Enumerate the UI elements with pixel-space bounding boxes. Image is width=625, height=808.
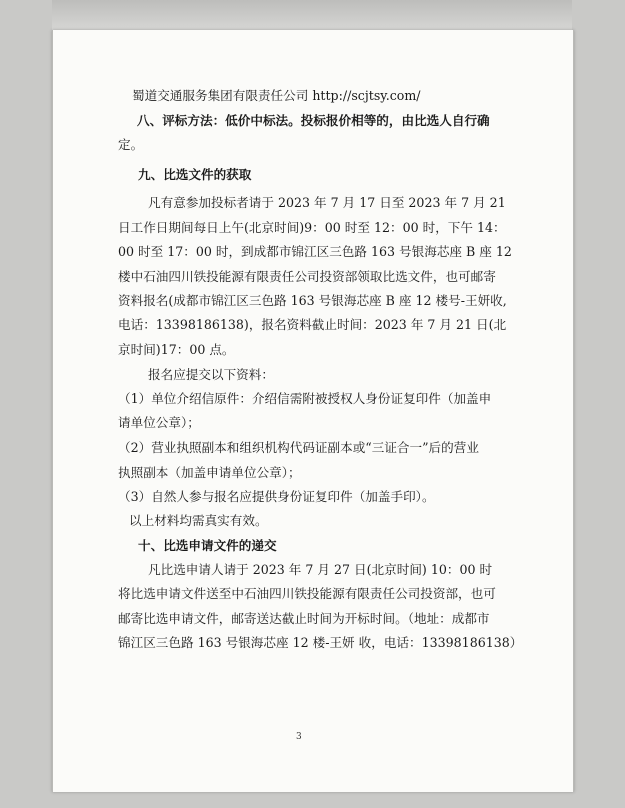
- doc-line: 日工作日期间每日上午(北京时间)9：00 时至 12：00 时，下午 14：: [118, 220, 506, 235]
- doc-line: （3）自然人参与报名应提供身份证复印件（加盖手印）。: [118, 489, 435, 504]
- doc-line: 京时间)17：00 点。: [118, 342, 235, 357]
- section-heading: 九、比选文件的获取: [138, 167, 252, 182]
- doc-line: 资料报名(成都市锦江区三色路 163 号银海芯座 B 座 12 楼号-王妍收,: [118, 293, 507, 308]
- page-number: 3: [296, 732, 302, 742]
- doc-line: 蜀道交通服务集团有限责任公司 http://scjtsy.com/: [132, 88, 421, 103]
- doc-line: 凡有意参加投标者请于 2023 年 7 月 17 日至 2023 年 7 月 21: [148, 195, 506, 210]
- doc-line: 00 时至 17：00 时，到成都市锦江区三色路 163 号银海芯座 B 座 12: [118, 244, 512, 259]
- doc-line: 凡比选申请人请于 2023 年 7 月 27 日(北京时间) 10：00 时: [148, 562, 493, 577]
- doc-line: 邮寄比选申请文件，邮寄送达截止时间为开标时间。（地址：成都市: [118, 611, 490, 626]
- doc-line: 锦江区三色路 163 号银海芯座 12 楼-王妍 收，电话：13398186138）: [118, 635, 523, 650]
- doc-line: 定。: [118, 137, 144, 152]
- doc-line: 楼中石油四川铁投能源有限责任公司投资部领取比选文件，也可邮寄: [118, 269, 496, 284]
- doc-line: 执照副本（加盖申请单位公章）；: [118, 465, 301, 480]
- doc-line: 以上材料均需真实有效。: [129, 513, 268, 528]
- doc-line: 电话：13398186138)，报名资料截止时间：2023 年 7 月 21 日(北: [118, 317, 507, 332]
- section-heading: 十、比选申请文件的递交: [138, 538, 277, 553]
- section-heading: 八、评标方法：低价中标法。投标报价相等的，由比选人自行确: [137, 113, 490, 128]
- doc-line: （1）单位介绍信原件：介绍信需附被授权人身份证复印件（加盖申: [118, 391, 492, 406]
- doc-line: 请单位公章）；: [118, 415, 200, 430]
- scan-shadow: [52, 0, 572, 30]
- doc-line: 将比选申请文件送至中石油四川铁投能源有限责任公司投资部，也可: [118, 586, 496, 601]
- doc-line: 报名应提交以下资料：: [148, 367, 274, 382]
- doc-line: （2）营业执照副本和组织机构代码证副本或“三证合一”后的营业: [118, 440, 479, 455]
